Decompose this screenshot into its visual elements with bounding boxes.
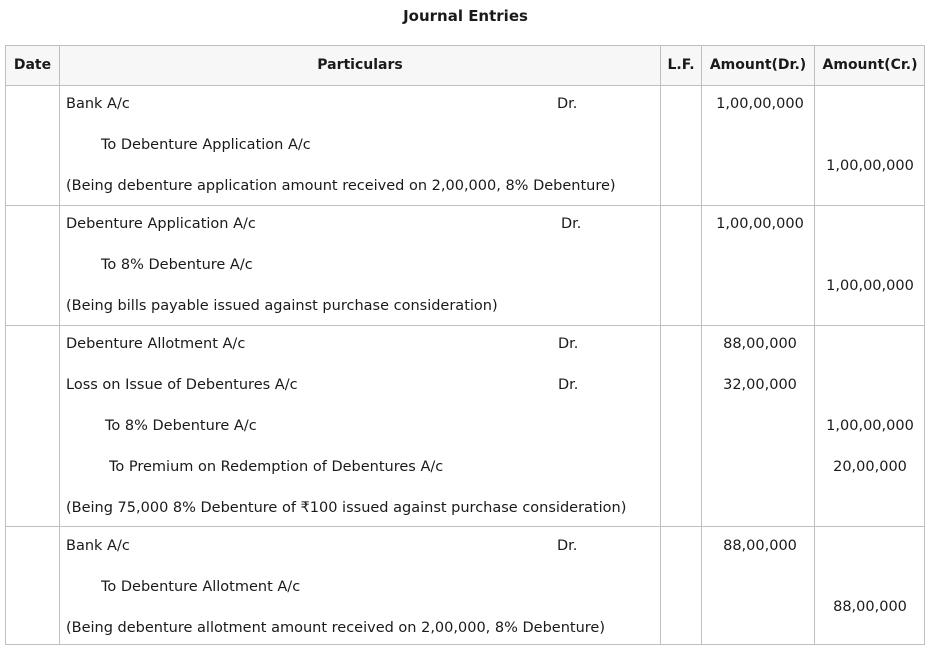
dr-marker: Dr. <box>557 96 578 112</box>
debit-account: Debenture Application A/c <box>66 216 256 232</box>
page-title: Journal Entries <box>403 7 528 25</box>
credit-account: To Premium on Redemption of Debentures A/c <box>109 459 444 475</box>
credit-amount: 1,00,00,000 <box>826 278 914 294</box>
debit-amount: 1,00,00,000 <box>716 96 804 112</box>
narration: (Being bills payable issued against purchase consideration) <box>66 298 498 314</box>
header-date: Date <box>13 57 52 73</box>
credit-account: To Debenture Allotment A/c <box>101 579 301 595</box>
dr-marker: Dr. <box>557 538 578 554</box>
column-divider <box>660 46 661 644</box>
row-divider <box>6 325 924 326</box>
debit-amount: 32,00,000 <box>723 377 797 393</box>
header-particulars: Particulars <box>317 57 403 73</box>
credit-amount: 1,00,00,000 <box>826 158 914 174</box>
credit-amount: 20,00,000 <box>833 459 907 475</box>
credit-account: To 8% Debenture A/c <box>101 257 253 273</box>
row-divider <box>6 205 924 206</box>
narration: (Being 75,000 8% Debenture of ₹100 issued against purchase consideration) <box>66 500 627 516</box>
dr-marker: Dr. <box>558 336 579 352</box>
row-divider <box>6 85 924 86</box>
dr-marker: Dr. <box>558 377 579 393</box>
credit-amount: 88,00,000 <box>833 599 907 615</box>
credit-account: To 8% Debenture A/c <box>105 418 257 434</box>
debit-account: Bank A/c <box>66 96 130 112</box>
dr-marker: Dr. <box>561 216 582 232</box>
narration: (Being debenture allotment amount received on 2,00,000, 8% Debenture) <box>66 620 605 636</box>
journal-table <box>5 45 925 645</box>
debit-amount: 88,00,000 <box>723 538 797 554</box>
column-divider <box>701 46 702 644</box>
header-lf: L.F. <box>667 57 695 73</box>
debit-amount: 88,00,000 <box>723 336 797 352</box>
debit-account: Debenture Allotment A/c <box>66 336 246 352</box>
debit-amount: 1,00,00,000 <box>716 216 804 232</box>
header-amount-dr: Amount(Dr.) <box>709 57 807 73</box>
narration: (Being debenture application amount received on 2,00,000, 8% Debenture) <box>66 178 616 194</box>
header-amount-cr: Amount(Cr.) <box>822 57 918 73</box>
debit-account: Loss on Issue of Debentures A/c <box>66 377 298 393</box>
credit-account: To Debenture Application A/c <box>101 137 311 153</box>
row-divider <box>6 526 924 527</box>
column-divider <box>814 46 815 644</box>
credit-amount: 1,00,00,000 <box>826 418 914 434</box>
debit-account: Bank A/c <box>66 538 130 554</box>
column-divider <box>59 46 60 644</box>
